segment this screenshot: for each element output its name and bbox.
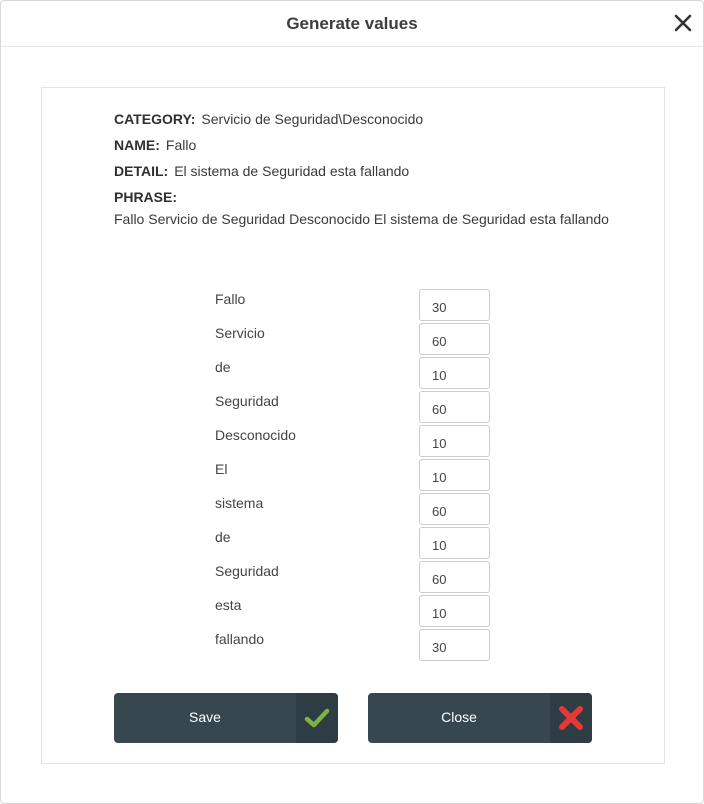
word-value-input[interactable]	[419, 391, 490, 423]
word-row	[214, 595, 494, 629]
name-label: NAME:	[114, 137, 160, 153]
word-values-list	[214, 289, 494, 663]
category-label: CATEGORY:	[114, 111, 196, 127]
word-label: de	[215, 529, 231, 545]
close-button-label: Close	[441, 709, 477, 725]
word-label: Seguridad	[215, 393, 279, 409]
word-row	[214, 323, 494, 357]
x-icon	[558, 705, 584, 731]
word-value-input[interactable]	[419, 595, 490, 627]
content-panel	[41, 87, 665, 764]
word-label: sistema	[215, 495, 264, 511]
word-value-input[interactable]	[419, 425, 490, 457]
detail-label: DETAIL:	[114, 163, 169, 179]
word-label: Fallo	[215, 291, 246, 307]
close-dialog-icon[interactable]	[674, 14, 692, 32]
word-row	[214, 561, 494, 595]
word-label: esta	[215, 597, 242, 613]
word-value-input[interactable]	[419, 493, 490, 525]
word-value-input[interactable]	[419, 561, 490, 593]
phrase-label: PHRASE:	[114, 189, 178, 205]
word-row	[214, 357, 494, 391]
word-row	[214, 493, 494, 527]
word-row	[214, 391, 494, 425]
save-button-label: Save	[189, 709, 221, 725]
word-label: de	[215, 359, 231, 375]
word-row	[214, 289, 494, 323]
word-value-input[interactable]	[419, 527, 490, 559]
word-row	[214, 527, 494, 561]
close-icon-box	[550, 693, 592, 743]
word-label: Servicio	[215, 325, 265, 341]
word-label: Seguridad	[215, 563, 279, 579]
detail-value: El sistema de Seguridad esta fallando	[174, 163, 410, 179]
word-label: fallando	[215, 631, 265, 647]
word-value-input[interactable]	[419, 289, 490, 321]
word-label: Desconocido	[215, 427, 296, 443]
close-button[interactable]	[368, 693, 592, 743]
checkmark-icon	[304, 705, 330, 731]
word-label: El	[215, 461, 228, 477]
word-value-input[interactable]	[419, 459, 490, 491]
word-row	[214, 425, 494, 459]
save-button[interactable]	[114, 693, 338, 743]
dialog-title: Generate values	[286, 14, 418, 33]
word-row	[214, 459, 494, 493]
name-value: Fallo	[165, 137, 197, 153]
info-section	[114, 110, 634, 229]
word-value-input[interactable]	[419, 629, 490, 661]
phrase-value: Fallo Servicio de Seguridad Desconocido El sistema de Seguridad esta fallando	[114, 211, 609, 227]
word-value-input[interactable]	[419, 323, 490, 355]
name-line	[114, 136, 634, 162]
category-line	[114, 110, 634, 136]
detail-line	[114, 162, 634, 188]
word-row	[214, 629, 494, 663]
save-icon-box	[296, 693, 338, 743]
word-value-input[interactable]	[419, 357, 490, 389]
dialog-header	[1, 1, 703, 47]
category-value: Servicio de Seguridad\Desconocido	[201, 111, 424, 127]
